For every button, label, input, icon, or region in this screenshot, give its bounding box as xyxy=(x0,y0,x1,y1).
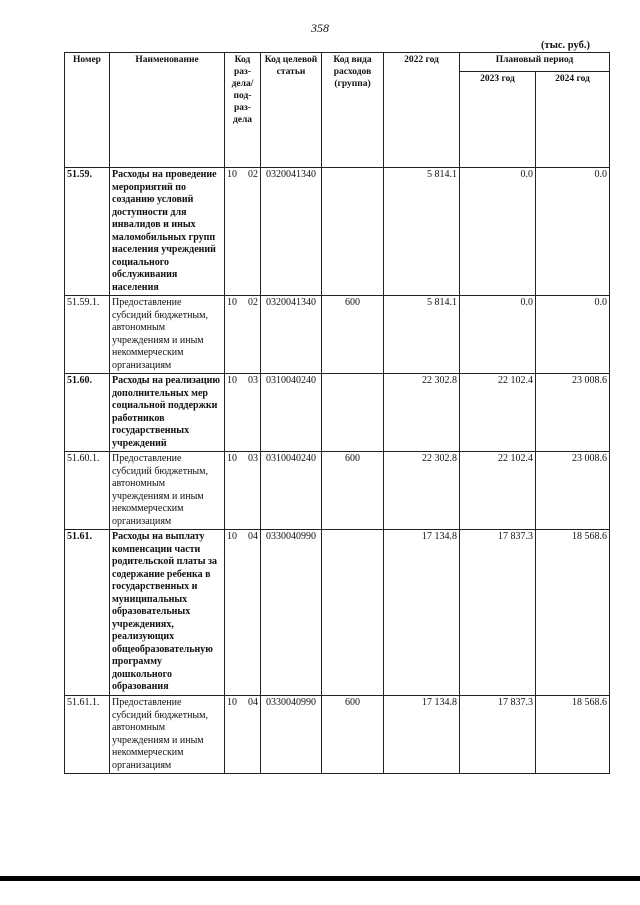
row-number: 51.59. xyxy=(65,168,110,296)
table-body xyxy=(65,168,610,774)
header-target-code: Код целевой статьи xyxy=(261,53,322,168)
row-name: Расходы на реализацию дополнительных мер социальной поддержки работников государственных учреждений xyxy=(110,374,225,452)
row-subsection: 04 xyxy=(248,697,258,708)
row-subsection: 02 xyxy=(248,169,258,180)
table-row xyxy=(65,168,610,296)
row-value-2023: 22 102.4 xyxy=(460,452,536,530)
header-year-2024: 2024 год xyxy=(536,72,610,168)
row-expense-type: 600 xyxy=(322,452,384,530)
table-row xyxy=(65,452,610,530)
row-section: 10 xyxy=(227,297,237,308)
row-name: Расходы на проведение мероприятий по созданию условий доступности для инвалидов и иных маломобильных групп населения учреждений социального обслуживания населения xyxy=(110,168,225,296)
row-value-2023: 0.0 xyxy=(460,296,536,374)
row-value-2023: 0.0 xyxy=(460,168,536,296)
row-name: Предоставление субсидий бюджетным, автономным учреждениям и иным некоммерческим организациям xyxy=(110,296,225,374)
header-plan-period: Плановый период xyxy=(460,53,610,72)
row-value-2024: 0.0 xyxy=(536,168,610,296)
row-target-code: 0310040240 xyxy=(261,374,322,452)
row-section-code xyxy=(225,452,261,530)
header-year-2023: 2023 год xyxy=(460,72,536,168)
row-value-2022: 22 302.8 xyxy=(384,452,460,530)
row-number: 51.60.1. xyxy=(65,452,110,530)
row-target-code: 0330040990 xyxy=(261,696,322,774)
row-value-2022: 17 134.8 xyxy=(384,530,460,696)
row-target-code: 0330040990 xyxy=(261,530,322,696)
row-value-2022: 22 302.8 xyxy=(384,374,460,452)
row-name: Расходы на выплату компенсации части родительской платы за содержание ребенка в государственных и муниципальных образовательных учреждениях, реализующих общеобразовательную программу дошкольного образования xyxy=(110,530,225,696)
header-name: Наименование xyxy=(110,53,225,168)
page-bottom-border xyxy=(0,876,640,881)
row-section: 10 xyxy=(227,453,237,464)
unit-note: (тыс. руб.) xyxy=(541,40,590,51)
row-value-2022: 17 134.8 xyxy=(384,696,460,774)
budget-table xyxy=(64,52,610,774)
row-value-2024: 18 568.6 xyxy=(536,530,610,696)
table-row xyxy=(65,696,610,774)
row-section: 10 xyxy=(227,531,237,542)
table-row xyxy=(65,530,610,696)
row-value-2023: 17 837.3 xyxy=(460,530,536,696)
row-subsection: 04 xyxy=(248,531,258,542)
row-expense-type: 600 xyxy=(322,696,384,774)
header-year-2022: 2022 год xyxy=(384,53,460,168)
row-section-code xyxy=(225,296,261,374)
table-row xyxy=(65,296,610,374)
row-expense-type xyxy=(322,530,384,696)
row-subsection: 03 xyxy=(248,453,258,464)
row-number: 51.61.1. xyxy=(65,696,110,774)
row-expense-type xyxy=(322,168,384,296)
row-number: 51.59.1. xyxy=(65,296,110,374)
row-value-2023: 17 837.3 xyxy=(460,696,536,774)
row-number: 51.61. xyxy=(65,530,110,696)
table-header xyxy=(65,53,610,168)
row-section: 10 xyxy=(227,697,237,708)
row-target-code: 0310040240 xyxy=(261,452,322,530)
row-value-2022: 5 814.1 xyxy=(384,296,460,374)
row-expense-type: 600 xyxy=(322,296,384,374)
row-name: Предоставление субсидий бюджетным, автономным учреждениям и иным некоммерческим организациям xyxy=(110,696,225,774)
header-number: Номер xyxy=(65,53,110,168)
row-value-2022: 5 814.1 xyxy=(384,168,460,296)
row-name: Предоставление субсидий бюджетным, автономным учреждениям и иным некоммерческим организациям xyxy=(110,452,225,530)
row-value-2023: 22 102.4 xyxy=(460,374,536,452)
table-row xyxy=(65,374,610,452)
row-section-code xyxy=(225,530,261,696)
row-value-2024: 23 008.6 xyxy=(536,452,610,530)
row-value-2024: 0.0 xyxy=(536,296,610,374)
row-subsection: 02 xyxy=(248,297,258,308)
row-value-2024: 23 008.6 xyxy=(536,374,610,452)
row-expense-type xyxy=(322,374,384,452)
row-section-code xyxy=(225,168,261,296)
row-section: 10 xyxy=(227,375,237,386)
header-expense-type: Код вида расходов (группа) xyxy=(322,53,384,168)
row-target-code: 0320041340 xyxy=(261,168,322,296)
row-section: 10 xyxy=(227,169,237,180)
row-value-2024: 18 568.6 xyxy=(536,696,610,774)
row-section-code xyxy=(225,374,261,452)
row-number: 51.60. xyxy=(65,374,110,452)
row-section-code xyxy=(225,696,261,774)
header-section-code: Код раз-дела/ под-раз-дела xyxy=(225,53,261,168)
row-subsection: 03 xyxy=(248,375,258,386)
page-number: 358 xyxy=(311,21,329,35)
row-target-code: 0320041340 xyxy=(261,296,322,374)
